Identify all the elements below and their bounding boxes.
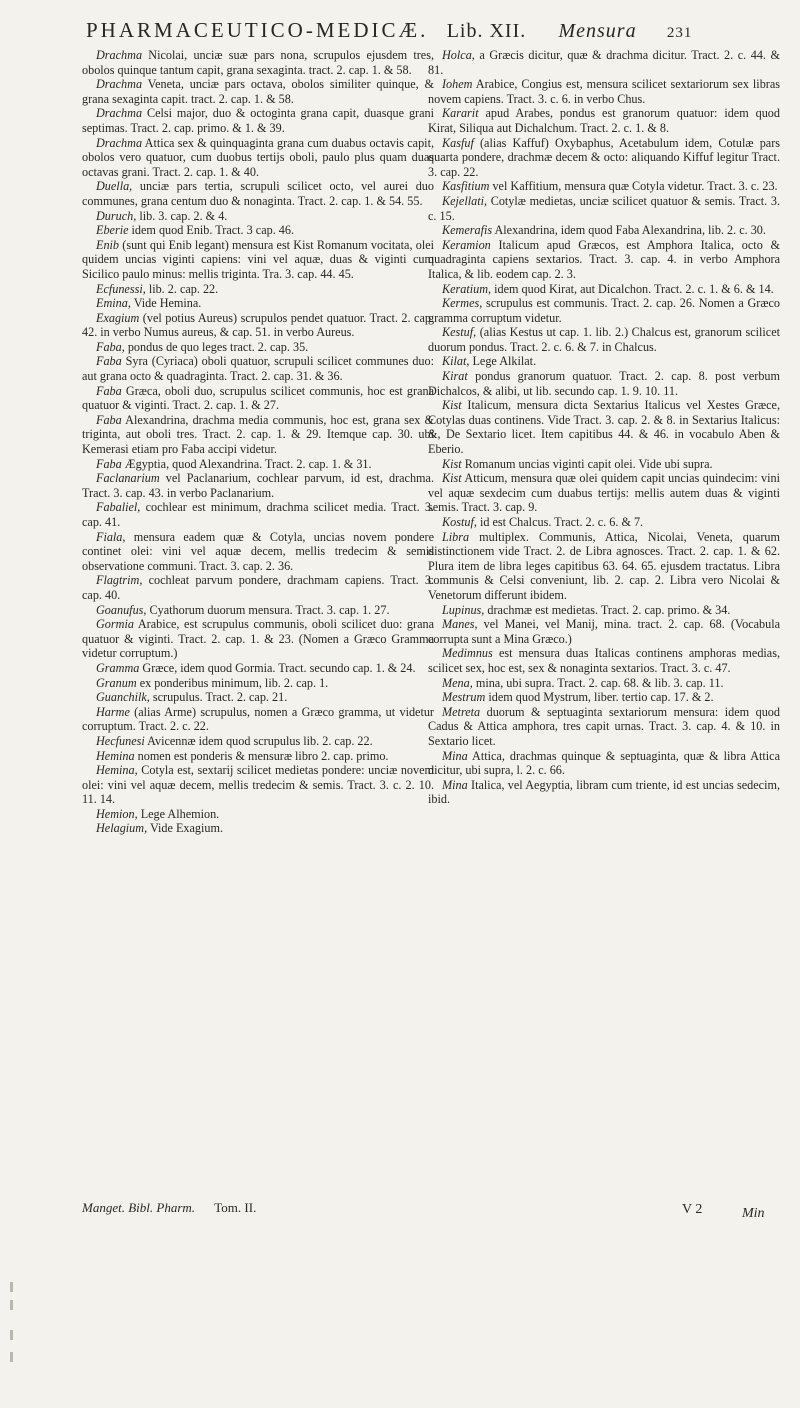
entry-text: Nicolai, unciæ suæ pars nona, scrupulos ejusdem tres, obolos quinque tantum capit, grana sexaginta. tract. 2. cap. 1. & 58. [82,48,434,77]
entry-text: Cotyla est, sextarij scilicet medietas pondere: unciæ novem olei: vini vel aquæ decem, mellis tredecim & semis. Tract. 3. c. 2. 10. 11. 14. [82,763,434,807]
dictionary-entry [82,763,434,807]
dictionary-entry [82,48,434,77]
entry-headword: Gramma [96,660,140,675]
dictionary-entry [428,48,780,77]
footer-volume: Tom. II. [214,1200,257,1215]
dictionary-entry [82,384,434,413]
dictionary-entry [82,617,434,661]
entry-headword: Kermes [442,296,480,311]
entry-headword: Fiala, [96,529,126,544]
entry-text: Italicum, mensura dicta Sextarius Italicus vel Xestes Græce, Cotylas duas continens. Vide Tract. 3. cap. 2. & 8. in Sextarius Italicus: &, De Sextario licet. Item capitibus 44. & 46. in vocabulo Aben & Eberio. [428,398,780,457]
dictionary-entry [428,515,780,530]
dictionary-entry [82,500,434,529]
dictionary-entry [82,530,434,574]
entry-text: unciæ pars tertia, scrupuli scilicet octo, vel aurei duo communes, grana centum duo & nonaginta. Tract. 2. cap. 1. & 54. 55. [82,179,434,208]
entry-headword: Keramion [442,237,491,252]
entry-text: est mensura duas Italicas continens amphoras medias, scilicet sex, hoc est, sex & nonaginta sextarios. Tract. 3. c. 47. [428,646,780,675]
dictionary-entry [82,821,434,836]
entry-headword: Drachma [96,48,143,62]
entry-headword: Kasfitium [442,179,490,194]
entry-text: Romanum uncias viginti capit olei. Vide ubi supra. [461,456,713,471]
catchword: Min [742,1206,765,1221]
entry-text: Italica, vel Aegyptia, libram cum triente, id est uncias sedecim, ibid. [428,777,780,807]
entry-text: apud Arabes, pondus est granorum quatuor: idem quod Kirat, Siliqua aut Dichalchum. Tract. 2. c. 1. & 8. [428,106,780,135]
header-book: Lib. XII. [446,20,527,42]
entry-headword: Guanchilk, [96,690,150,705]
entry-headword: Faclanarium [96,471,160,486]
dictionary-entry [428,603,780,618]
entry-headword: Iohem [442,77,473,92]
entry-headword: Metreta [442,704,481,719]
dictionary-entry [82,705,434,734]
entry-text: drachmæ est medietas. Tract. 2. cap. primo. & 34. [484,602,731,617]
entry-text: Arabice, est scrupulus communis, oboli scilicet duo: grana quatuor & viginti. Tract. 2. cap. 1. & 23. (Nomen a Græco Gramma videtur corruptum.) [82,617,434,661]
dictionary-entry [82,311,434,340]
entry-headword: Faba [96,412,122,427]
dictionary-entry [82,749,434,764]
entry-headword: Kararit [442,106,479,121]
entry-headword: Mestrum [442,690,486,705]
entry-text: duorum & septuaginta sextariorum mensura: idem quod Cadus & Attica amphora, tres capit urnas. Tract. 3. cap. 4. & 10. in Sextario licet. [428,704,780,748]
entry-headword: Kasfuf [442,135,474,150]
page-number: 231 [666,25,693,41]
entry-headword: Goanufus, [96,602,147,617]
entry-headword: Manes, [442,617,478,632]
dictionary-entry [82,179,434,208]
dictionary-entry [82,573,434,602]
entry-headword: Drachma [96,135,143,150]
dictionary-entry [82,296,434,311]
dictionary-entry [428,749,780,778]
entry-text: lib. 2. cap. 22. [145,281,219,296]
entry-text: Vide Exagium. [147,821,224,836]
entry-text: pondus granorum quatuor. Tract. 2. cap. 8. post verbum Dichalcos, & alibi, ut lib. secundo cap. 1. 9. 10. 11. [428,369,780,398]
dictionary-entry [428,617,780,646]
entry-headword: Drachma [96,106,143,121]
dictionary-entry [428,136,780,180]
entry-text: Alexandrina, idem quod Faba Alexandrina, lib. 2. c. 30. [492,223,766,238]
gathering-mark: V 2 [682,1202,703,1217]
entry-headword: Drachma [96,77,143,92]
entry-headword: Emina, [96,296,131,311]
entry-headword: Ecfunessi, [96,281,146,296]
entry-headword: Kestuf, [442,325,477,340]
entry-text: ex ponderibus minimum, lib. 2. cap. 1. [136,675,329,690]
dictionary-entry [428,457,780,472]
dictionary-entry [428,778,780,807]
entry-text: Alexandrina, drachma media communis, hoc est, grana sex & triginta, aut oboli tres. Tract. 2. cap. 1. & 29. Itemque cap. 30. ubi Kemerasi etiam pro Faba accipi videtur. [82,412,434,457]
entry-text: (vel potius Aureus) scrupulos pendet quatuor. Tract. 2. cap. 42. in verbo Numus aureus, & cap. 51. in verbo Aureus. [82,310,434,340]
entry-headword: Faba [96,456,122,471]
entry-text: idem quod Enib. Tract. 3 cap. 46. [128,223,295,238]
bleed-mark [10,1300,13,1310]
entry-text: Lege Alhemion. [137,806,220,821]
dictionary-entry [428,106,780,135]
entry-headword: Holca, [442,48,475,62]
entry-headword: Mina [442,748,468,763]
entry-text: Cyathorum duorum mensura. Tract. 3. cap. 1. 27. [146,602,390,617]
entry-headword: Hemion, [96,806,138,821]
dictionary-entry [82,340,434,355]
entry-headword: Harme [96,704,130,719]
dictionary-entry [82,457,434,472]
entry-headword: Hemina [96,748,135,763]
entry-headword: Kist [442,456,462,471]
entry-headword: Kirat [442,369,468,384]
dictionary-entry [82,661,434,676]
entry-text: Syra (Cyriaca) oboli quatuor, scrupuli scilicet communes duo: aut grana octo & quadraginta. Tract. 2. cap. 31. & 36. [82,354,434,384]
bleed-mark [10,1282,13,1292]
dictionary-entry [82,106,434,135]
entry-text: idem quod Mystrum, liber. tertio cap. 17. & 2. [485,690,714,705]
dictionary-entry [428,690,780,705]
entry-headword: Faba [96,383,122,398]
dictionary-entry [82,282,434,297]
entry-headword: Kejellati, [442,193,488,208]
entry-headword: Kist [442,471,462,486]
dictionary-entry [428,705,780,749]
entry-headword: Keratium, [442,281,492,296]
dictionary-entry [82,223,434,238]
entry-headword: Libra [442,529,470,544]
entry-text: Celsi major, duo & octoginta grana capit, duasque grani septimas. Tract. 2. cap. primo. & 1. & 39. [82,106,434,135]
entry-headword: Eberie [96,223,129,238]
dictionary-entry [428,179,780,194]
dictionary-entry [82,209,434,224]
dictionary-entry [82,734,434,749]
entry-text: nomen est ponderis & mensuræ libro 2. cap. primo. [134,748,389,763]
dictionary-entry [428,282,780,297]
entry-text: Veneta, unciæ pars octava, obolos similiter quinque, & grana sexaginta capit. tract. 2. cap. 1. & 58. [82,77,434,106]
dictionary-entry [428,77,780,106]
entry-text: a Græcis dicitur, quæ & drachma dicitur. Tract. 2. c. 44. & 81. [428,48,780,77]
entry-text: (alias Kestus ut cap. 1. lib. 2.) Chalcus est, granorum scilicet duorum pondus. Tract. 2. c. 6. & 7. in Chalcus. [428,325,780,354]
entry-headword: Kist [442,398,462,413]
entry-text: Ægyptia, quod Alexandrina. Tract. 2. cap. 1. & 31. [121,456,372,471]
entry-text: mina, ubi supra. Tract. 2. cap. 68. & lib. 3. cap. 11. [472,675,724,690]
dictionary-entry [82,690,434,705]
dictionary-entry [82,676,434,691]
header-section: Mensura [558,20,637,42]
entry-headword: Duella, [96,179,133,194]
entry-headword: Granum [96,675,137,690]
entry-headword: Flagtrim, [96,573,143,588]
entry-text: cochleat parvum pondere, drachmam capiens. Tract. 3. cap. 40. [82,573,434,602]
entry-text: Græce, idem quod Gormia. Tract. secundo cap. 1. & 24. [139,660,416,675]
entry-headword: Faba, [96,339,125,354]
left-column [82,48,434,836]
entry-text: scrupulus. Tract. 2. cap. 21. [149,690,288,705]
entry-headword: Duruch, [96,208,137,223]
dictionary-entry [82,603,434,618]
entry-headword: Hecfunesi [96,733,145,748]
entry-text: Italicum apud Græcos, est Amphora Italica, octo & quadraginta capiens sextarios. Tract. 3. cap. 4. in verbo Amphora Italica, & lib. eodem cap. 2. 3. [428,237,780,281]
entry-text: Avicennæ idem quod scrupulus lib. 2. cap. 22. [144,733,373,748]
entry-text: vel Paclanarium, cochlear parvum, id est, drachma. Tract. 3. cap. 43. in verbo Paclanarium. [82,471,434,500]
dictionary-entry [82,136,434,180]
page-footer [82,1200,782,1221]
entry-text: vel Manei, vel Manij, mina. tract. 2. cap. 68. (Vocabula corrupta sunt a Mina Græco.) [428,617,780,646]
dictionary-entry [428,354,780,369]
entry-text: idem quod Kirat, aut Dicalchon. Tract. 2. c. 1. & 6. & 14. [491,281,774,296]
dictionary-entry [428,296,780,325]
dictionary-entry [428,238,780,282]
entry-headword: Exagium [96,310,140,325]
dictionary-entry [82,471,434,500]
entry-text: Atticum, mensura quæ olei quidem capit uncias quindecim: vini vel aquæ sexdecim cum duabus tertijs: mellis autem duas & viginti semis. Tract. 3. cap. 9. [428,471,780,515]
entry-text: Cotylæ medietas, unciæ scilicet quatuor & semis. Tract. 3. c. 15. [428,193,780,223]
entry-headword: Medimnus [442,646,493,661]
dictionary-entry [428,646,780,675]
dictionary-entry [82,238,434,282]
bleed-mark [10,1330,13,1340]
header-title: PHARMACEUTICO-MEDICÆ. [86,18,429,42]
dictionary-entry [428,676,780,691]
entry-text: Attica sex & quinquaginta grana cum duabus octavis capit, obolos vero quatuor, cum duobus tertijs oboli, paulo plus quam duas octavas grani. Tract. 2. cap. 1. & 40. [82,135,434,179]
entry-text: id est Chalcus. Tract. 2. c. 6. & 7. [476,515,644,529]
dictionary-entry [428,471,780,515]
entry-headword: Kostuf, [442,515,477,529]
dictionary-entry [82,354,434,383]
entry-text: Attica, drachmas quinque & septuaginta, quæ & libra Attica dicitur, ubi supra, l. 2. c. 66. [428,748,780,778]
dictionary-entry [428,530,780,603]
entry-headword: Lupinus, [442,602,485,617]
entry-text: (alias Kaffuf) Oxybaphus, Acetabulum idem, Cotulæ pars quarta pondere, drachmæ decem & octo: aliquando Kiffuf legitur Tract. 3. cap. 22. [428,135,780,179]
entry-headword: Hemina, [96,763,138,778]
dictionary-entry [428,194,780,223]
entry-text: vel Kaffitium, mensura quæ Cotyla videtur. Tract. 3. c. 23. [489,179,778,194]
right-column [428,48,780,807]
entry-text: cochlear est minimum, drachma scilicet media. Tract. 3. cap. 41. [82,500,434,529]
entry-text: Vide Hemina. [130,296,202,311]
entry-headword: Kemerafis [442,223,493,238]
running-header [86,18,786,48]
dictionary-entry [428,369,780,398]
entry-headword: Kilat, [442,354,470,369]
entry-text: Arabice, Congius est, mensura scilicet sextariorum sex libras novem capiens. Tract. 3. c. 6. in verbo Chus. [428,77,780,106]
entry-headword: Fabaliel, [96,500,141,515]
dictionary-entry [82,413,434,457]
entry-text: Græca, oboli duo, scrupulus scilicet communis, hoc est grana quatuor & viginti. Tract. 2. cap. 1. & 27. [82,383,434,413]
entry-text: (sunt qui Enib legant) mensura est Kist Romanum vocitata, olei quidem uncias viginti capiens: vini vel aquæ, duas & viginti cum Sicilico paulo minus: mellis triginta. Tra. 3. cap. 44. 45. [82,237,434,281]
entry-text: Lege Alkilat. [469,354,537,369]
dictionary-entry [82,77,434,106]
footer-signature: Manget. Bibl. Pharm. [82,1200,196,1215]
bleed-mark [10,1352,13,1362]
entry-headword: Gormia [96,617,134,632]
entry-headword: Mina [442,777,468,792]
entry-text: (alias Arme) scrupulus, nomen a Græco gramma, ut videtur corruptum. Tract. 2. c. 22. [82,704,434,734]
dictionary-entry [428,223,780,238]
entry-headword: Enib [96,237,120,252]
entry-text: multiplex. Communis, Attica, Nicolai, Veneta, quarum distinctionem vide Tract. 2. de Libra agnosces. Tract. 2. cap. 1. & 62. Plura item de libra leges capitibus 63. 64. 65. ejusdem tractatus. Libra communis & Celsi conveniunt, lib. 2. cap. 2. Libra vero Nicolai & Venetorum differunt ibidem. [428,529,780,602]
entry-text: pondus de quo leges tract. 2. cap. 35. [124,339,309,354]
entry-text: lib. 3. cap. 2. & 4. [136,208,228,223]
entry-headword: Faba [96,354,122,369]
dictionary-entry [82,807,434,822]
entry-text: mensura eadem quæ & Cotyla, uncias novem pondere continet olei: vini vel aquæ decem, mellis tredecim & semis observatione communi. Tract. 3. cap. 2. 36. [82,529,434,573]
entry-headword: Mena, [442,675,473,690]
entry-text: , scrupulus est communis. Tract. 2. cap. 26. Nomen a Græco gramma corruptum videtur. [428,296,780,325]
entry-headword: Helagium, [96,821,148,836]
dictionary-entry [428,398,780,456]
dictionary-entry [428,325,780,354]
